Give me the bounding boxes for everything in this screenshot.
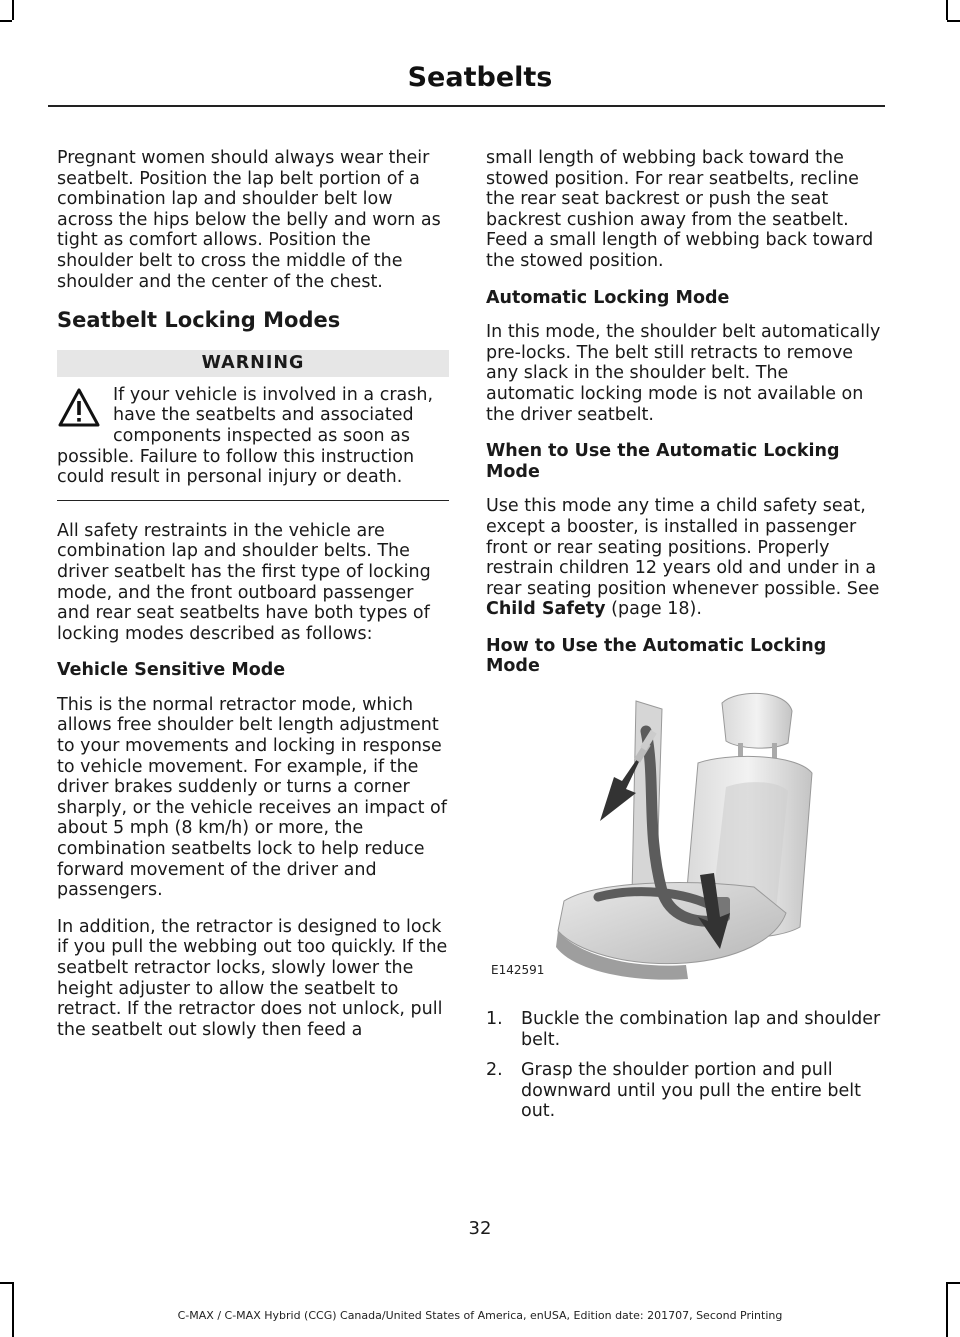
left-column xyxy=(57,148,449,1056)
when-to-use-text: Use this mode any time a child safety seat, except a booster, is installed in passenger front or rear seating positions. Properly restrain children 12 years old and under in a rear seating position whenever possible. See xyxy=(486,496,880,599)
section-heading: Seatbelt Locking Modes xyxy=(57,308,341,333)
warning-box xyxy=(57,350,449,501)
page-title: Seatbelts xyxy=(407,62,553,93)
restraints-paragraph: All safety restraints in the vehicle are combination lap and shoulder belts. The driver seatbelt has the first type of locking mode, and the front outboard passenger and rear seat seatbelts have both types of locking modes described as follows: xyxy=(57,520,431,644)
intro-paragraph: Pregnant women should always wear their seatbelt. Position the lap belt portion of a combination lap and shoulder belt low across the hips below the belly and worn as tight as comfort allows. Position the shoulder belt to cross the middle of the shoulder and the center of the chest. xyxy=(57,148,441,292)
when-to-use-heading: When to Use the Automatic Locking Mode xyxy=(486,441,840,482)
seat-belt-illustration xyxy=(486,691,878,983)
step-text: Grasp the shoulder portion and pull downward until you pull the entire belt out. xyxy=(521,1060,861,1122)
how-to-use-heading: How to Use the Automatic Locking Mode xyxy=(486,635,827,677)
steps-list xyxy=(486,1009,882,1122)
figure-code: E142591 xyxy=(491,963,545,978)
automatic-locking-paragraph: In this mode, the shoulder belt automatically pre-locks. The belt still retracts to remove any slack in the shoulder belt. The automatic locking mode is not available on the driver seatbelt. xyxy=(486,322,881,425)
vehicle-sensitive-heading: Vehicle Sensitive Mode xyxy=(57,660,286,681)
child-safety-link[interactable]: Child Safety xyxy=(486,599,606,620)
automatic-locking-heading: Automatic Locking Mode xyxy=(486,287,730,308)
footer-text: C-MAX / C-MAX Hybrid (CCG) Canada/United States of America, enUSA, Edition date: 201707, Second Printing xyxy=(177,1309,783,1322)
page-reference: (page 18). xyxy=(605,599,702,620)
right-column xyxy=(486,148,882,1132)
warning-triangle-icon xyxy=(57,387,101,429)
when-to-use-paragraph xyxy=(486,496,882,620)
crop-mark xyxy=(947,20,960,22)
crop-mark xyxy=(0,1282,12,1284)
retractor-paragraph: In addition, the retractor is designed to lock if you pull the webbing out too quickly. If the seatbelt retractor locks, slowly lower the height adjuster to allow the seatbelt to retract. If the retractor does not unlock, pull the seatbelt out slowly then feed a xyxy=(57,916,448,1040)
continuation-paragraph: small length of webbing back toward the stowed position. For rear seatbelts, recline the rear seat backrest or push the seat backrest cushion away from the seatbelt. Feed a small length of webbing back toward the stowed position. xyxy=(486,148,874,271)
header-divider xyxy=(48,105,885,107)
crop-mark xyxy=(0,20,12,22)
seat-illustration xyxy=(486,691,878,983)
vehicle-sensitive-paragraph: This is the normal retractor mode, which allows free shoulder belt length adjustment to your movements and locking in response to vehicle movement. For example, if the driver brakes suddenly or turns a corner sharply, or the vehicle receives an impact of about 5 mph (8 km/h) or more, the combination seatbelts lock to help reduce forward movement of the driver and passengers. xyxy=(57,694,447,901)
crop-mark xyxy=(12,0,14,20)
warning-title: WARNING xyxy=(57,350,449,377)
step-text: Buckle the combination lap and shoulder belt. xyxy=(521,1009,881,1050)
list-item xyxy=(486,1060,882,1122)
step-number: 2. xyxy=(486,1060,503,1081)
step-number: 1. xyxy=(486,1009,503,1030)
crop-mark xyxy=(947,1282,960,1284)
page-number: 32 xyxy=(468,1218,492,1239)
crop-mark xyxy=(946,0,948,20)
warning-text: If your vehicle is involved in a crash, have the seatbelts and associated components inspected as soon as possible. Failure to follow this instruction could result in personal injury or death. xyxy=(57,384,434,488)
list-item xyxy=(486,1009,882,1050)
